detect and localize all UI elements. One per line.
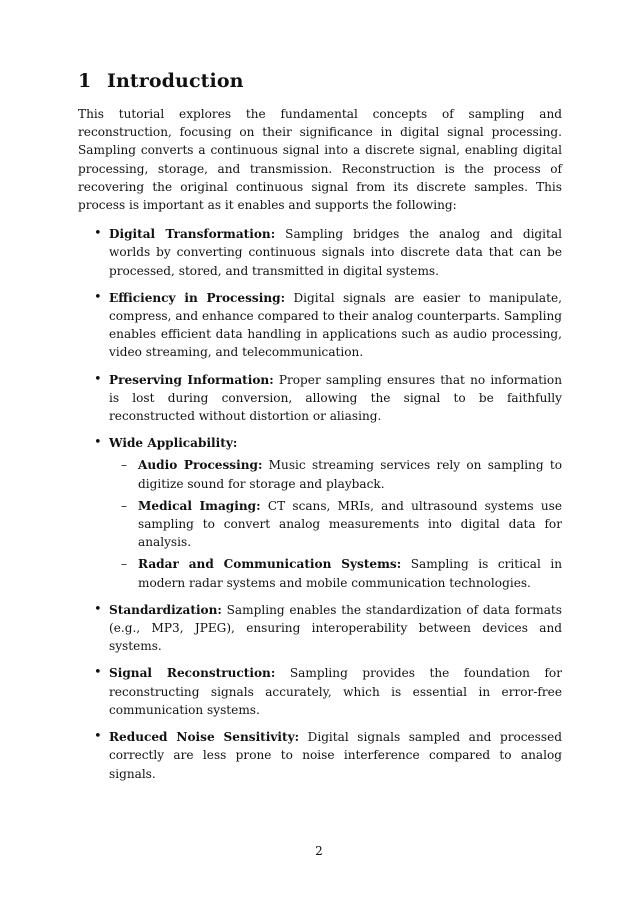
bullet-term: Signal Reconstruction: [109, 666, 276, 681]
sub-item-term: Radar and Communication Systems: [138, 557, 402, 572]
sub-item-text: CT scans, MRIs, and ultrasound systems use sampling to convert analog measurements into digital data for analysis. [138, 498, 562, 550]
bullet-term: Efficiency in Processing: [109, 290, 286, 305]
bullet-term: Wide Applicability: [109, 436, 238, 451]
bullet-item [78, 601, 562, 656]
bullet-text: Digital signals sampled and processed correctly are less prone to noise interference compared to analog signals. [109, 730, 562, 781]
bullet-term: Preserving Information: [109, 372, 274, 387]
bullet-term: Digital Transformation: [109, 227, 276, 242]
bullet-marker: • [94, 371, 102, 387]
sub-item-term: Medical Imaging: [138, 498, 261, 513]
bullet-marker: • [94, 665, 102, 681]
page-number: 2 [315, 844, 323, 858]
sub-item [109, 497, 562, 552]
intro-paragraph: This tutorial explores the fundamental concepts of sampling and reconstruction, focusing on their significance in digital signal processing. Sampling converts a continuous signal into a discrete signal, enabling digital processing, storage, and transmission. Reconstruction is the process of recovering the original continuous signal from its discrete samples. This process is important as it enables and supports the following: [78, 107, 562, 213]
sub-item [109, 456, 562, 492]
bullet-marker: • [94, 601, 102, 617]
bullet-list [78, 225, 562, 782]
sub-list [109, 456, 562, 591]
bullet-text: Sampling bridges the analog and digital worlds by converting continuous signals into discrete data that can be processed, stored, and transmitted in digital systems. [109, 227, 562, 278]
dash-marker: – [121, 498, 128, 513]
dash-marker: – [121, 557, 128, 572]
bullet-item [78, 664, 562, 719]
section-number: 1 [78, 70, 92, 92]
sub-item-text: Sampling is critical in modern radar systems and mobile communication technologies. [138, 557, 562, 590]
bullet-marker: • [94, 289, 102, 305]
bullet-text: Digital signals are easier to manipulate, compress, and enhance compared to their analog counterparts. Sampling enables efficient data handling in applications such as audio processing, video streaming, and telecommunication. [109, 290, 562, 360]
sub-item-text: Music streaming services rely on sampling to digitize sound for storage and playback. [138, 458, 562, 491]
bullet-item [78, 371, 562, 426]
bullet-term: Reduced Noise Sensitivity: [109, 730, 300, 745]
bullet-term: Standardization: [109, 602, 222, 617]
sub-item-term: Audio Processing: [138, 458, 263, 473]
bullet-text: Proper sampling ensures that no information is lost during conversion, allowing the signal to be faithfully reconstructed without distortion or aliasing. [109, 372, 562, 424]
bullet-text: Sampling provides the foundation for reconstructing signals accurately, which is essential in error-free communication systems. [109, 666, 562, 717]
dash-marker: – [121, 458, 128, 473]
document-page [78, 70, 562, 792]
bullet-text: Sampling enables the standardization of data formats (e.g., MP3, JPEG), ensuring interoperability between devices and systems. [109, 602, 562, 654]
bullet-marker: • [94, 435, 102, 451]
bullet-item [78, 289, 562, 362]
bullet-marker: • [94, 729, 102, 745]
bullet-item [78, 728, 562, 783]
section-heading [78, 70, 562, 92]
bullet-item [78, 225, 562, 280]
section-title: Introduction [107, 70, 244, 92]
bullet-marker: • [94, 226, 102, 242]
sub-item [109, 555, 562, 591]
bullet-item [78, 434, 562, 592]
